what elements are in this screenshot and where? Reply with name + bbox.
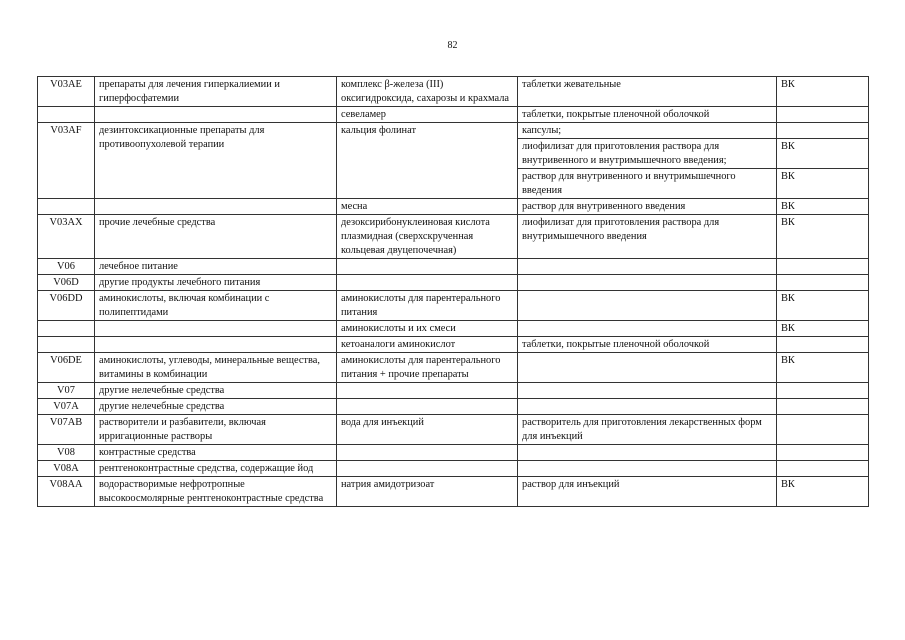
inn-cell: аминокислоты для парентерального питания + прочие препараты: [337, 353, 518, 383]
dosage-form-cell: таблетки, покрытые пленочной оболочкой: [518, 337, 777, 353]
table-row: [38, 477, 869, 507]
note-cell: [777, 275, 869, 291]
inn-cell: вода для инъекций: [337, 415, 518, 445]
dosage-form-cell: [518, 291, 777, 321]
inn-cell: [337, 383, 518, 399]
note-cell: [777, 383, 869, 399]
atc-code-cell: [38, 107, 95, 123]
table-row: [38, 321, 869, 337]
note-cell: ВК: [777, 215, 869, 259]
dosage-form-cell: растворитель для приготовления лекарственных форм для инъекций: [518, 415, 777, 445]
note-cell: [777, 415, 869, 445]
dosage-form-cell: [518, 461, 777, 477]
note-cell: ВК: [777, 169, 869, 199]
dosage-form-cell: [518, 383, 777, 399]
dosage-form-cell: раствор для инъекций: [518, 477, 777, 507]
atc-code-cell: [38, 199, 95, 215]
note-cell: [777, 107, 869, 123]
table-row: [38, 399, 869, 415]
table-row: [38, 259, 869, 275]
atc-code-cell: V06D: [38, 275, 95, 291]
inn-cell: [337, 399, 518, 415]
note-cell: ВК: [777, 477, 869, 507]
atc-name-cell: растворители и разбавители, включая ирригационные растворы: [95, 415, 337, 445]
atc-name-cell: [95, 337, 337, 353]
table-row: [38, 445, 869, 461]
atc-code-cell: V06DD: [38, 291, 95, 321]
atc-name-cell: прочие лечебные средства: [95, 215, 337, 259]
note-cell: [777, 461, 869, 477]
atc-code-cell: V08: [38, 445, 95, 461]
table-row: [38, 415, 869, 445]
note-cell: [777, 399, 869, 415]
table-row: [38, 353, 869, 383]
atc-name-cell: контрастные средства: [95, 445, 337, 461]
note-cell: [777, 259, 869, 275]
atc-name-cell: дезинтоксикационные препараты для противоопухолевой терапии: [95, 123, 337, 199]
atc-code-cell: V07: [38, 383, 95, 399]
atc-name-cell: другие нелечебные средства: [95, 399, 337, 415]
atc-name-cell: другие нелечебные средства: [95, 383, 337, 399]
dosage-form-cell: таблетки, покрытые пленочной оболочкой: [518, 107, 777, 123]
atc-code-cell: V07AB: [38, 415, 95, 445]
table-row: [38, 275, 869, 291]
atc-code-cell: [38, 337, 95, 353]
atc-code-cell: V03AX: [38, 215, 95, 259]
note-cell: ВК: [777, 199, 869, 215]
dosage-form-cell: [518, 353, 777, 383]
atc-name-cell: [95, 321, 337, 337]
table-row: [38, 215, 869, 259]
dosage-form-cell: [518, 321, 777, 337]
atc-name-cell: рентгеноконтрастные средства, содержащие йод: [95, 461, 337, 477]
dosage-form-cell: [518, 445, 777, 461]
atc-name-cell: препараты для лечения гиперкалиемии и гиперфосфатемии: [95, 77, 337, 107]
inn-cell: кетоаналоги аминокислот: [337, 337, 518, 353]
inn-cell: дезоксирибонуклеиновая кислота плазмидная (сверхскрученная кольцевая двуцепочечная): [337, 215, 518, 259]
inn-cell: [337, 461, 518, 477]
dosage-form-cell: [518, 275, 777, 291]
atc-code-cell: V08A: [38, 461, 95, 477]
atc-code-cell: V06DE: [38, 353, 95, 383]
atc-name-cell: водорастворимые нефротропные высокоосмолярные рентгеноконтрастные средства: [95, 477, 337, 507]
inn-cell: кальция фолинат: [337, 123, 518, 199]
atc-code-cell: V07A: [38, 399, 95, 415]
note-cell: ВК: [777, 77, 869, 107]
table-row: [38, 77, 869, 107]
table-row: [38, 461, 869, 477]
atc-code-cell: V08AA: [38, 477, 95, 507]
drug-table: [37, 76, 869, 507]
note-cell: [777, 123, 869, 139]
inn-cell: натрия амидотризоат: [337, 477, 518, 507]
dosage-form-cell: лиофилизат для приготовления раствора для внутримышечного введения: [518, 215, 777, 259]
atc-code-cell: [38, 321, 95, 337]
dosage-form-cell: [518, 399, 777, 415]
atc-name-cell: лечебное питание: [95, 259, 337, 275]
note-cell: ВК: [777, 321, 869, 337]
note-cell: [777, 445, 869, 461]
table-row: [38, 383, 869, 399]
atc-code-cell: V03AE: [38, 77, 95, 107]
inn-cell: севеламер: [337, 107, 518, 123]
table-row: [38, 199, 869, 215]
atc-name-cell: аминокислоты, включая комбинации с полипептидами: [95, 291, 337, 321]
inn-cell: аминокислоты для парентерального питания: [337, 291, 518, 321]
atc-name-cell: [95, 107, 337, 123]
table-row: [38, 107, 869, 123]
atc-name-cell: [95, 199, 337, 215]
table-row: [38, 123, 869, 139]
dosage-form-cell: раствор для внутривенного введения: [518, 199, 777, 215]
inn-cell: комплекс β-железа (III) оксигидроксида, сахарозы и крахмала: [337, 77, 518, 107]
table-row: [38, 337, 869, 353]
dosage-form-cell: раствор для внутривенного и внутримышечного введения: [518, 169, 777, 199]
dosage-form-cell: капсулы;: [518, 123, 777, 139]
note-cell: ВК: [777, 291, 869, 321]
note-cell: ВК: [777, 353, 869, 383]
inn-cell: [337, 259, 518, 275]
atc-code-cell: V06: [38, 259, 95, 275]
atc-name-cell: аминокислоты, углеводы, минеральные вещества, витамины в комбинации: [95, 353, 337, 383]
atc-code-cell: V03AF: [38, 123, 95, 199]
atc-name-cell: другие продукты лечебного питания: [95, 275, 337, 291]
inn-cell: месна: [337, 199, 518, 215]
page-number: 82: [447, 40, 458, 51]
inn-cell: [337, 445, 518, 461]
dosage-form-cell: таблетки жевательные: [518, 77, 777, 107]
note-cell: ВК: [777, 139, 869, 169]
dosage-form-cell: [518, 259, 777, 275]
note-cell: [777, 337, 869, 353]
inn-cell: [337, 275, 518, 291]
table-row: [38, 291, 869, 321]
inn-cell: аминокислоты и их смеси: [337, 321, 518, 337]
dosage-form-cell: лиофилизат для приготовления раствора для внутривенного и внутримышечного введения;: [518, 139, 777, 169]
